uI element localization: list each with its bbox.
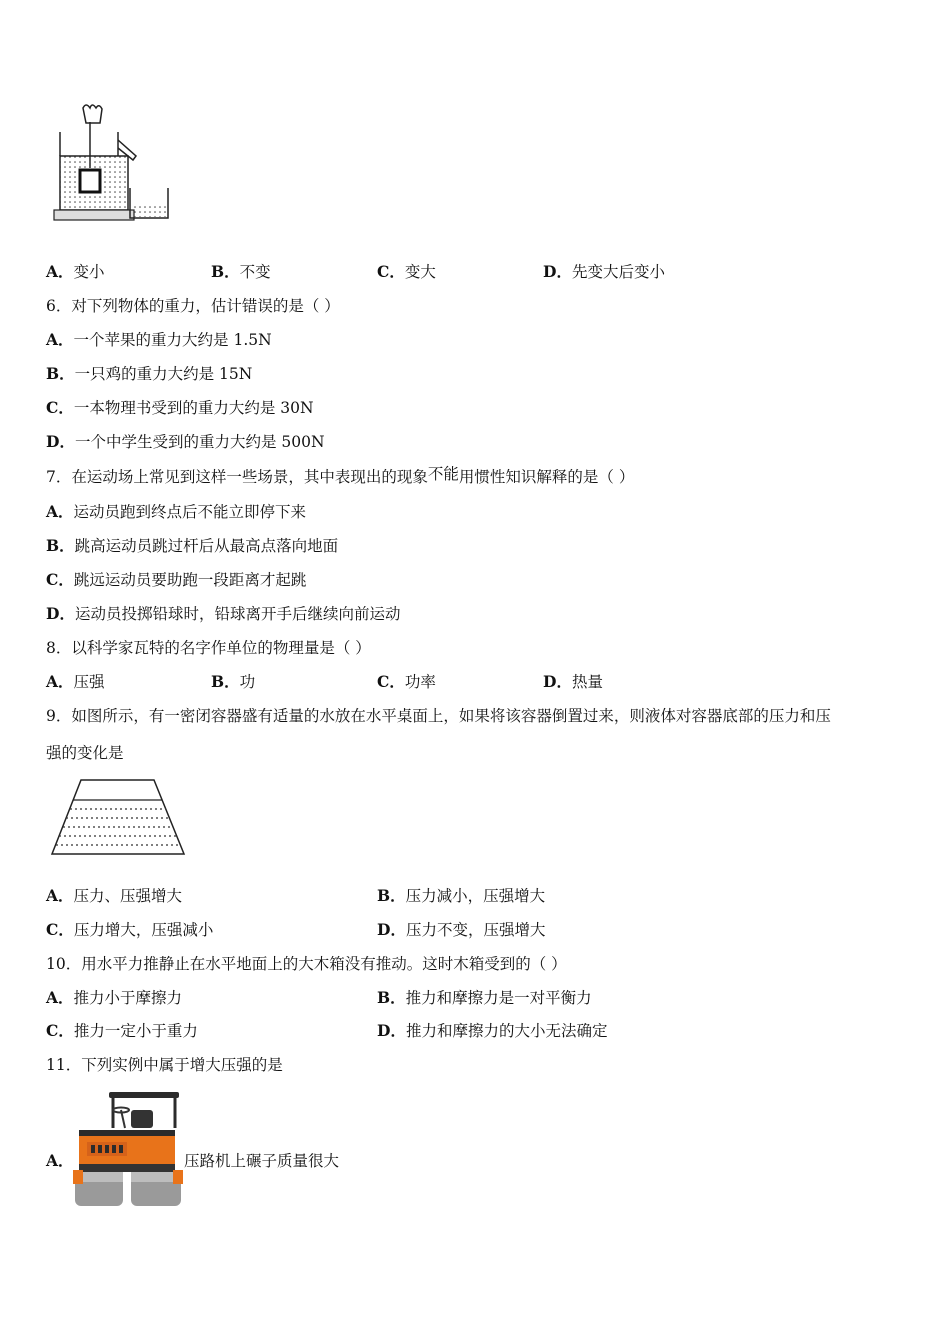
option-text: 跳高运动员跳过杆后从最高点落向地面: [74, 537, 339, 555]
q9-stem-line-2: 强的变化是: [46, 744, 124, 762]
q7-option-c[interactable]: [46, 570, 306, 590]
option-letter: A．: [46, 262, 74, 281]
overflow-can-figure: [48, 100, 173, 230]
option-text: 压力不变，压强增大: [405, 921, 546, 939]
q8-option-b[interactable]: [211, 672, 255, 692]
option-text: 功率: [404, 673, 436, 691]
q10-option-a[interactable]: [46, 988, 182, 1008]
q5-option-b[interactable]: [211, 262, 271, 282]
option-letter: A．: [46, 886, 74, 905]
option-text: 变小: [73, 263, 105, 281]
option-letter: C．: [377, 672, 405, 691]
option-letter: C．: [377, 262, 405, 281]
option-text: 运动员投掷铅球时，铅球离开手后继续向前运动: [74, 605, 401, 623]
q10-option-c[interactable]: [46, 1021, 198, 1041]
option-text: 运动员跑到终点后不能立即停下来: [73, 503, 307, 521]
option-letter: C．: [46, 570, 74, 589]
option-text: 推力和摩擦力的大小无法确定: [405, 1022, 608, 1040]
q11-option-a-text: 压路机上碾子质量很大: [184, 1152, 340, 1170]
q8-option-d[interactable]: [543, 672, 603, 692]
q7-stem-raised: 不能: [427, 465, 459, 483]
q5-option-a[interactable]: [46, 262, 105, 282]
trapezoid-container-figure: [48, 776, 188, 858]
option-letter: B．: [377, 988, 406, 1007]
option-letter: B．: [211, 672, 240, 691]
option-text: 压力减小，压强增大: [405, 887, 546, 905]
option-letter: C．: [46, 398, 74, 417]
q5-option-d[interactable]: [543, 262, 665, 282]
q6-option-d[interactable]: [46, 432, 325, 452]
option-text: 功: [239, 673, 256, 691]
option-text: 一个中学生受到的重力大约是 500N: [74, 433, 325, 451]
option-text: 压力、压强增大: [73, 887, 183, 905]
q7-option-a[interactable]: [46, 502, 306, 522]
q5-option-c[interactable]: [377, 262, 436, 282]
option-text: 变大: [404, 263, 436, 281]
q8-stem: 8．以科学家瓦特的名字作单位的物理量是（ ）: [46, 639, 371, 657]
option-letter: C．: [46, 1021, 74, 1040]
option-letter: D．: [46, 432, 75, 451]
option-text: 压力增大，压强减小: [73, 921, 214, 939]
option-letter: D．: [46, 604, 75, 623]
option-letter: A．: [46, 502, 74, 521]
road-roller-image: [73, 1088, 185, 1212]
option-text: 推力小于摩擦力: [73, 989, 183, 1007]
q8-option-a[interactable]: [46, 672, 105, 692]
option-text: 推力一定小于重力: [73, 1022, 198, 1040]
q7-option-d[interactable]: [46, 604, 400, 624]
q9-option-d[interactable]: [377, 920, 545, 940]
option-text: 不变: [239, 263, 271, 281]
q6-option-a[interactable]: [46, 330, 272, 350]
option-letter: B．: [46, 364, 75, 383]
option-letter: B．: [377, 886, 406, 905]
q9-option-c[interactable]: [46, 920, 213, 940]
q9-option-b[interactable]: [377, 886, 545, 906]
q10-option-b[interactable]: [377, 988, 592, 1008]
q6-stem: 6．对下列物体的重力，估计错误的是（ ）: [46, 297, 340, 315]
option-letter: B．: [46, 536, 75, 555]
option-text: 跳远运动员要助跑一段距离才起跳: [73, 571, 307, 589]
q6-option-c[interactable]: [46, 398, 314, 418]
q8-option-c[interactable]: [377, 672, 436, 692]
option-letter: B．: [211, 262, 240, 281]
q7-stem-post: 用惯性知识解释的是（ ）: [458, 468, 635, 486]
option-letter: A．: [46, 672, 74, 691]
option-letter: D．: [377, 1021, 406, 1040]
option-text: 一个苹果的重力大约是 1.5N: [73, 331, 272, 349]
option-text: 推力和摩擦力是一对平衡力: [405, 989, 592, 1007]
q10-stem: 10．用水平力推静止在水平地面上的大木箱没有推动。这时木箱受到的（ ）: [46, 955, 567, 973]
option-text: 先变大后变小: [571, 263, 665, 281]
option-letter: D．: [377, 920, 406, 939]
option-letter: A．: [46, 988, 74, 1007]
option-letter: A．: [46, 330, 74, 349]
option-letter: D．: [543, 672, 572, 691]
q11-stem: 11．下列实例中属于增大压强的是: [46, 1056, 283, 1074]
option-text: 一本物理书受到的重力大约是 30N: [73, 399, 314, 417]
q7-stem-pre: 7．在运动场上常见到这样一些场景，其中表现出的现象: [46, 468, 428, 486]
q10-option-d[interactable]: [377, 1021, 607, 1041]
option-text: 热量: [571, 673, 603, 691]
option-text: 一只鸡的重力大约是 15N: [74, 365, 253, 383]
q7-option-b[interactable]: [46, 536, 338, 556]
q6-option-b[interactable]: [46, 364, 252, 384]
q9-option-a[interactable]: [46, 886, 182, 906]
option-letter: C．: [46, 920, 74, 939]
q9-stem-line-1: 9．如图所示，有一密闭容器盛有适量的水放在水平桌面上，如果将该容器倒置过来，则液体对容器底部的压力和压: [46, 707, 831, 725]
q11-option-a-letter[interactable]: A．: [46, 1151, 74, 1170]
option-letter: D．: [543, 262, 572, 281]
option-text: 压强: [73, 673, 105, 691]
q7-stem: [46, 467, 634, 487]
